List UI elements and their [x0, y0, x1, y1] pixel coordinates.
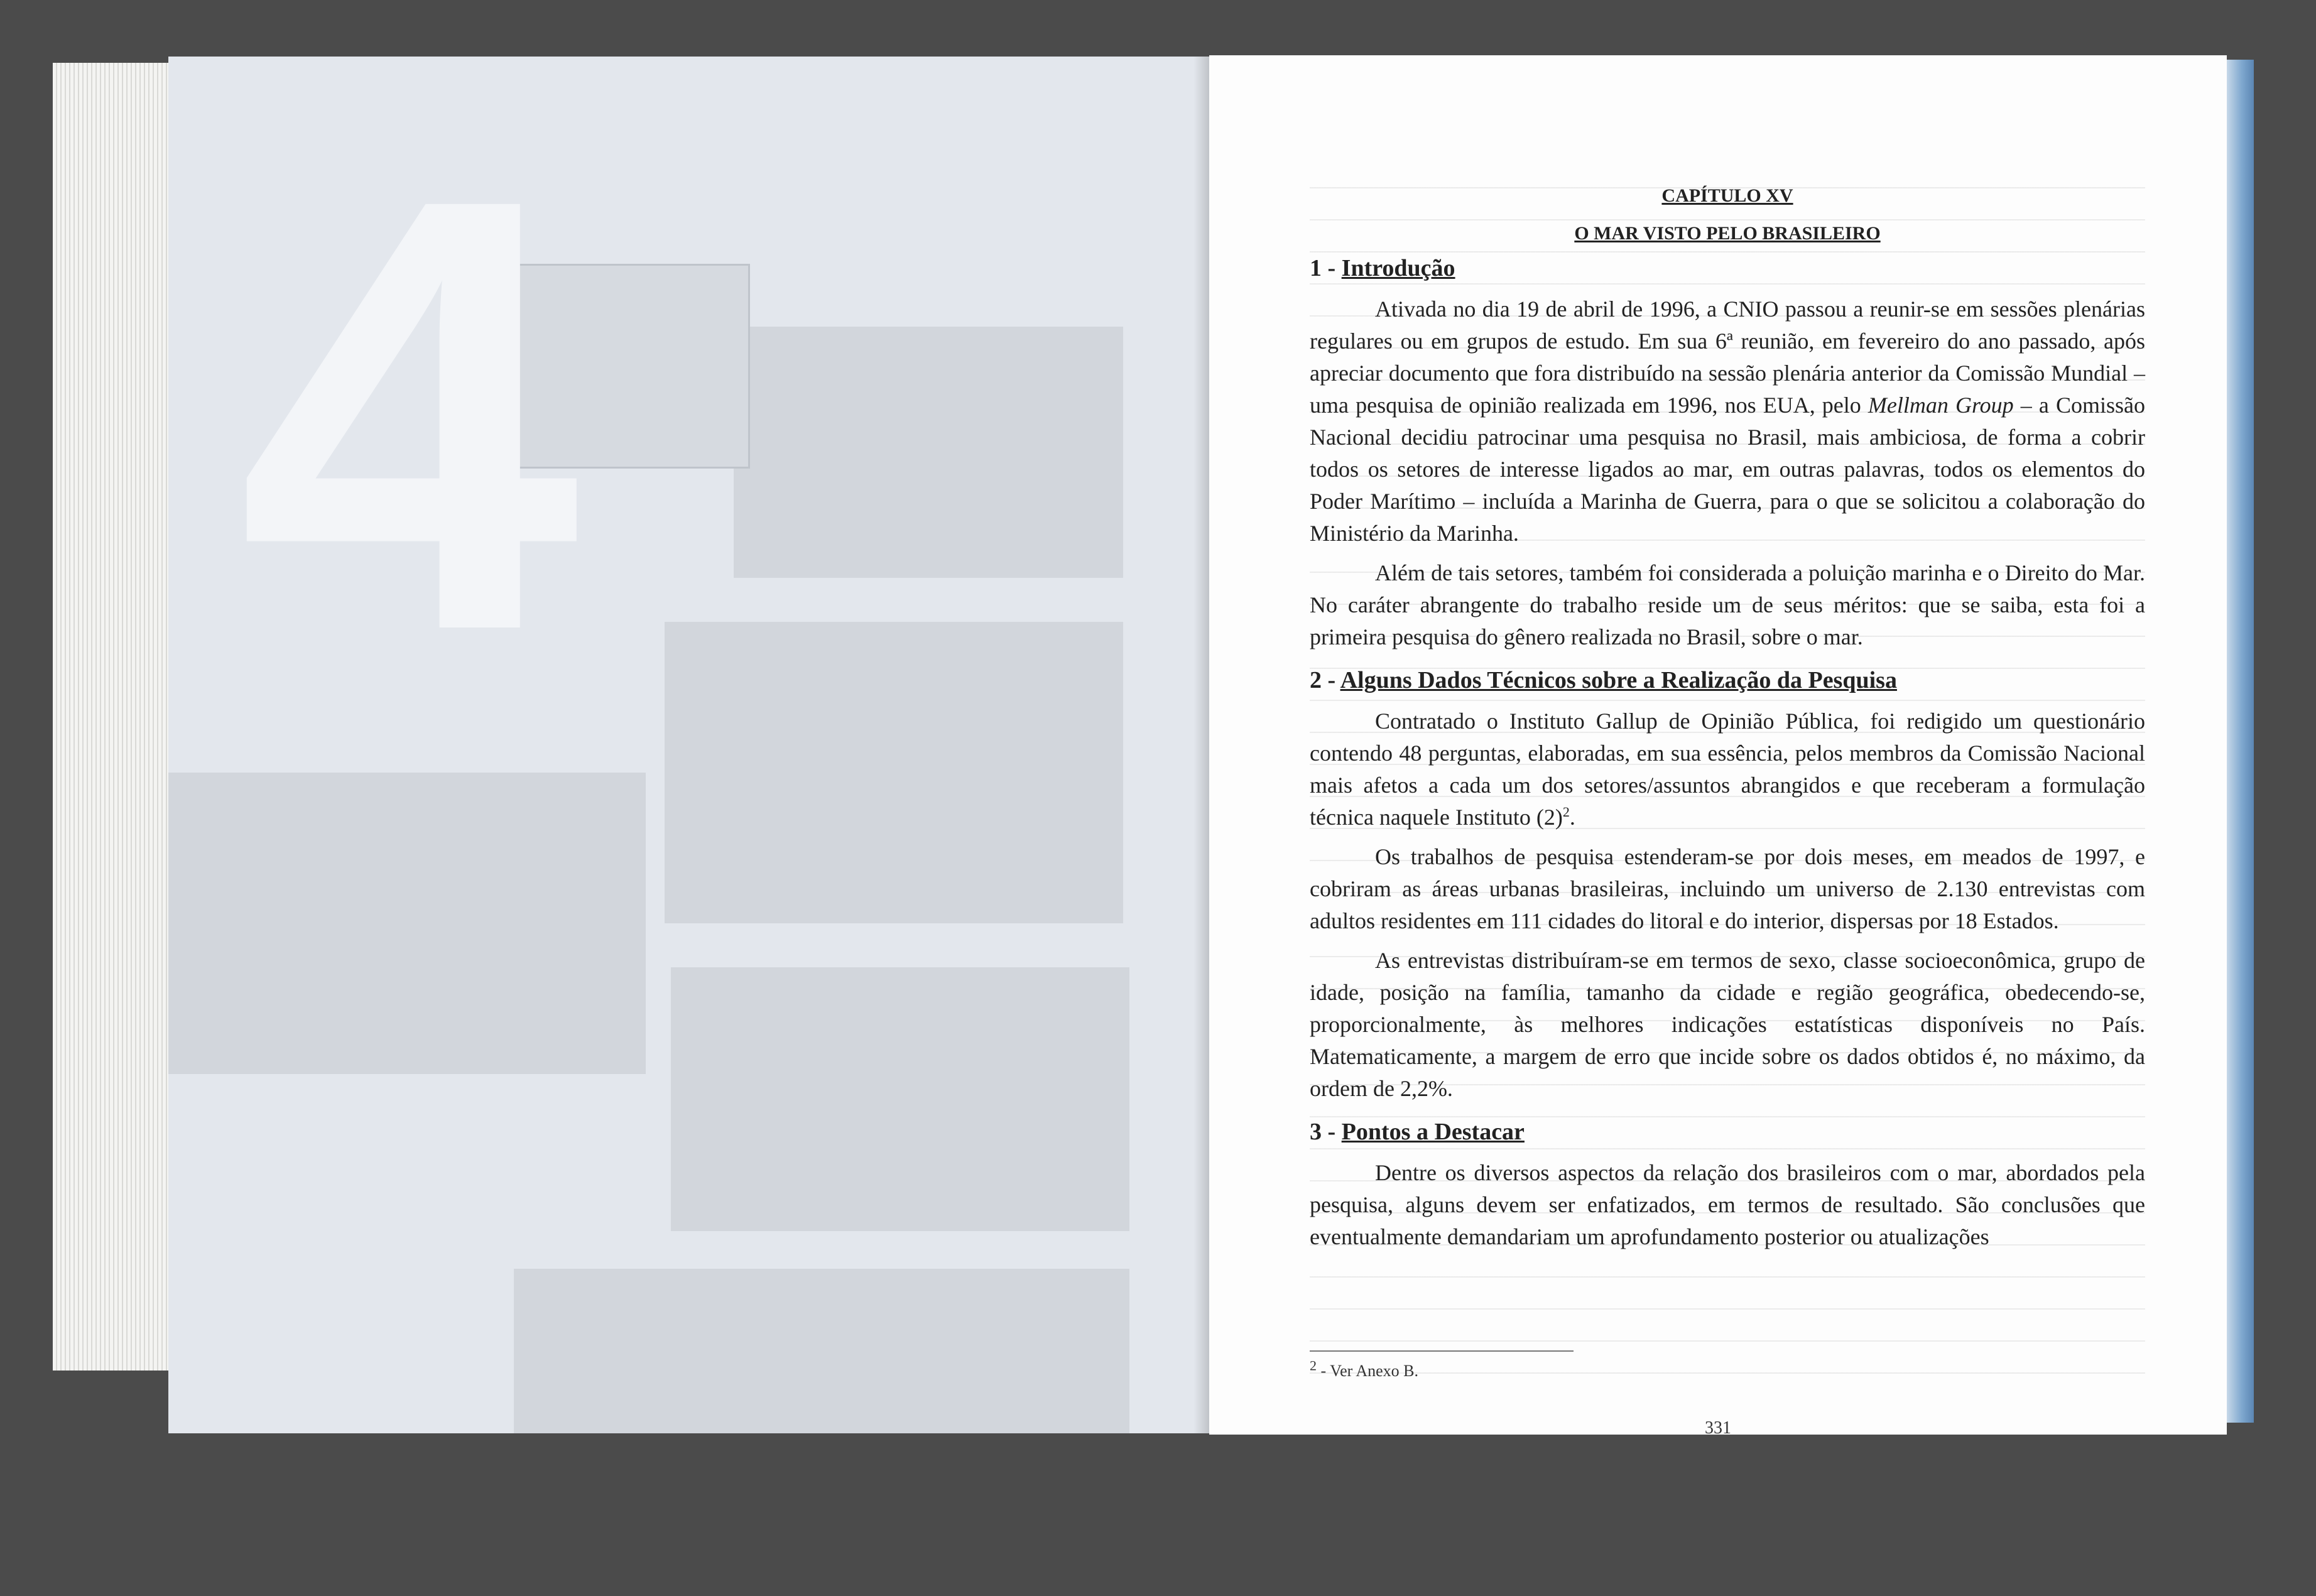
left-page-part-divider — [168, 57, 1211, 1433]
page-number: 331 — [1705, 1418, 1731, 1435]
section-heading-3 — [1310, 1116, 2145, 1148]
image-placeholder — [665, 622, 1123, 923]
section-title: Alguns Dados Técnicos sobre a Realização da Pesquisa — [1340, 667, 1897, 693]
paragraph: Contratado o Instituto Gallup de Opinião Pública, foi redigido um questionário contendo 48 perguntas, elaboradas, em sua essência, pelos membros da Comissão Nacional mais afetos a cada um dos setores/assuntos abrangidos e que receberam a formulação técnica naquele Instituto $(2)^2$. — [1310, 708, 2145, 830]
section-title: Pontos a Destacar — [1341, 1119, 1525, 1145]
section-number: 2 - — [1310, 667, 1336, 693]
chapter-title: O MAR VISTO PELO BRASILEIRO — [1574, 223, 1881, 244]
book-page-edges — [53, 63, 178, 1371]
image-placeholder — [671, 967, 1129, 1231]
part-number: 4 — [237, 70, 580, 758]
paragraph: Dentre os diversos aspectos da relação dos brasileiros com o mar, abordados pela pesquisa, alguns devem ser enfatizados, em termos de resultado. São conclusões que eventualmente demandariam um aprofundamento posterior ou atualizações — [1310, 1160, 2145, 1249]
paragraph: Ativada no dia 19 de abril de 1996, a CNIO passou a reunir-se em sessões plenárias regulares ou em grupos de estudo. Em sua 6ª reunião, em fevereiro do ano passado, após apreciar documento que fora distribuído na sessão plenária anterior da Comissão Mundial – uma pesquisa de opinião realizada em 1996, nos EUA, pelo Mellman Group – a Comissão Nacional decidiu patrocinar uma pesquisa no Brasil, mais ambiciosa, de forma a cobrir todos os setores de interesse ligados ao mar, em outras palavras, todos os elementos do Poder Marítimo – incluída a Marinha de Guerra, para o que se solicitou a colaboração do Ministério da Marinha. — [1310, 296, 2146, 546]
section-title: Introdução — [1341, 255, 1455, 281]
book-right-edge — [2224, 60, 2254, 1423]
paragraph: Os trabalhos de pesquisa estenderam-se por dois meses, em meados de 1997, e cobriram as áreas urbanas brasileiras, incluindo um universo de 2.130 entrevistas com adultos residentes em 111 cidades do litoral e do interior, dispersas por 18 Estados. — [1310, 844, 2145, 933]
section-number: 3 - — [1310, 1119, 1336, 1145]
right-page — [1209, 55, 2227, 1435]
section-number: 1 - — [1310, 255, 1336, 281]
section-heading-2 — [1310, 665, 2145, 697]
footnote: $^2$ - Ver Anexo B. — [1310, 1357, 1419, 1380]
footnote-rule — [1310, 1350, 1574, 1352]
image-placeholder — [734, 327, 1123, 578]
page-content — [1310, 181, 2145, 1261]
chapter-number: CAPÍTULO XV — [1661, 185, 1793, 206]
paragraph: Além de tais setores, também foi considerada a poluição marinha e o Direito do Mar. No caráter abrangente do trabalho reside um de seus méritos: que se saiba, esta foi a primeira pesquisa do gênero realizada no Brasil, sobre o mar. — [1310, 560, 2145, 649]
image-placeholder — [514, 1269, 1129, 1433]
paragraph: As entrevistas distribuíram-se em termos de sexo, classe socioeconômica, grupo de idade, posição na família, tamanho da cidade e região geográfica, obedecendo-se, proporcionalmente, às melhores indicações estatísticas disponíveis no País. Matematicamente, a margem de erro que incide sobre os dados obtidos é, no máximo, da ordem de 2,2%. — [1310, 948, 2145, 1101]
section-heading-1 — [1310, 252, 2145, 285]
image-placeholder — [168, 773, 646, 1074]
